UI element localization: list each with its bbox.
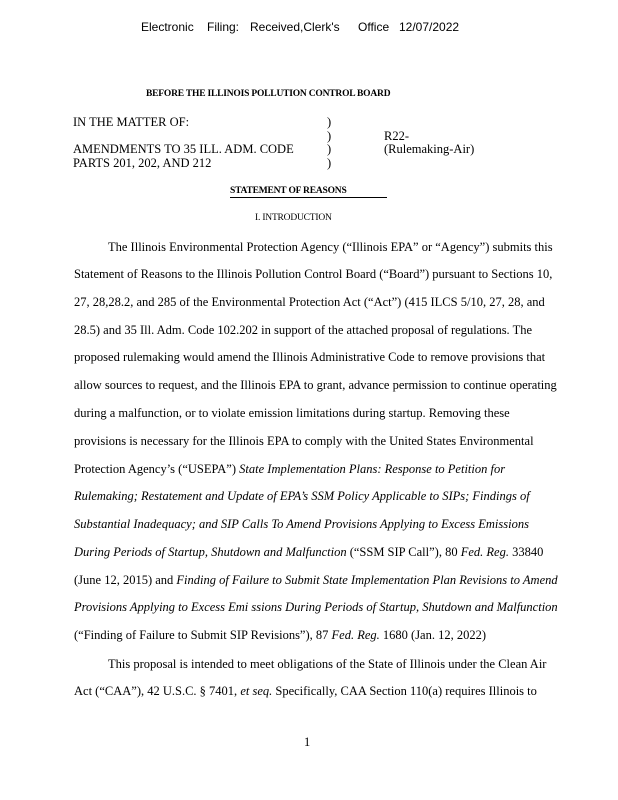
body-line: The Illinois Environmental Protection Agency (“Illinois EPA” or “Agency”) submits this — [108, 240, 553, 254]
body-line — [74, 628, 486, 643]
fed-reg: Fed. Reg. — [331, 628, 380, 642]
body-line — [74, 684, 537, 699]
body-text-run: 33840 — [508, 545, 544, 559]
in-the-matter: IN THE MATTER OF: — [73, 115, 190, 129]
header-received: Received,Clerk's — [250, 20, 340, 34]
citation-title: Finding of Failure to Submit State Implementation Plan Revisions to Amend — [176, 573, 558, 587]
docket-type: (Rulemaking-Air) — [384, 142, 475, 156]
body-text-run: (“SSM SIP Call”), 80 — [346, 545, 461, 559]
statement-title: STATEMENT OF REASONS — [230, 186, 347, 196]
citation-title: During Periods of Startup, Shutdown and Malfunction — [74, 545, 347, 559]
body-line: during a malfunction, or to violate emission limitations during startup. Removing these — [74, 406, 510, 420]
amendments-line-2: PARTS 201, 202, AND 212 — [73, 156, 212, 170]
body-line: 27, 28,28.2, and 285 of the Environmental Protection Act (“Act”) (415 ILCS 5/10, 27, 28, and — [74, 295, 545, 309]
body-text-run: Specifically, CAA Section 110(a) requires Illinois to — [272, 684, 537, 698]
citation-title: Provisions Applying to Excess Emi ssions During Periods of Startup, Shutdown and Malfunction — [74, 600, 558, 614]
body-line: proposed rulemaking would amend the Illinois Administrative Code to remove provisions that — [74, 350, 546, 364]
header-filing: Filing: — [207, 20, 240, 34]
body-text-run: (June 12, 2015) and — [74, 573, 177, 587]
caption-paren: ) — [327, 129, 332, 143]
citation-title: Rulemaking; Restatement and Update of EPA’s SSM Policy Applicable to SIPs; Findings of — [74, 489, 530, 503]
section-title: I. INTRODUCTION — [255, 213, 332, 223]
body-line: allow sources to request, and the Illinois EPA to grant, advance permission to continue operating — [74, 378, 557, 392]
citation-title: State Implementation Plans: Response to Petition for — [239, 462, 506, 476]
header-electronic: Electronic — [141, 20, 194, 34]
body-text-run: 1680 (Jan. 12, 2022) — [379, 628, 487, 642]
et-seq: et seq. — [240, 684, 273, 698]
caption-paren: ) — [327, 156, 332, 170]
body-line: 28.5) and 35 Ill. Adm. Code 102.202 in support of the attached proposal of regulations. The — [74, 323, 533, 337]
body-line: This proposal is intended to meet obligations of the State of Illinois under the Clean Air — [108, 657, 547, 671]
body-text-run: (“Finding of Failure to Submit SIP Revisions”), 87 — [74, 628, 332, 642]
body-line: Statement of Reasons to the Illinois Pollution Control Board (“Board”) pursuant to Sections 10, — [74, 267, 553, 281]
body-line — [74, 545, 543, 560]
body-text-run: Act (“CAA”), 42 U.S.C. § 7401, — [74, 684, 241, 698]
header-office: Office — [358, 20, 390, 34]
board-title: BEFORE THE ILLINOIS POLLUTION CONTROL BOARD — [146, 89, 391, 99]
fed-reg: Fed. Reg. — [460, 545, 509, 559]
body-line — [74, 573, 558, 588]
docket-number: R22- — [384, 129, 409, 143]
statement-title-underline — [230, 197, 387, 198]
amendments-line-1: AMENDMENTS TO 35 ILL. ADM. CODE — [73, 142, 294, 156]
body-line — [74, 462, 505, 477]
page-number: 1 — [304, 735, 311, 749]
caption-paren: ) — [327, 142, 332, 156]
citation-title: Substantial Inadequacy; and SIP Calls To Amend Provisions Applying to Excess Emissions — [74, 517, 529, 531]
body-line: provisions is necessary for the Illinois EPA to comply with the United States Environmental — [74, 434, 534, 448]
header-date: 12/07/2022 — [399, 20, 460, 34]
caption-paren: ) — [327, 115, 332, 129]
body-text-run: Protection Agency’s (“USEPA”) — [74, 462, 240, 476]
